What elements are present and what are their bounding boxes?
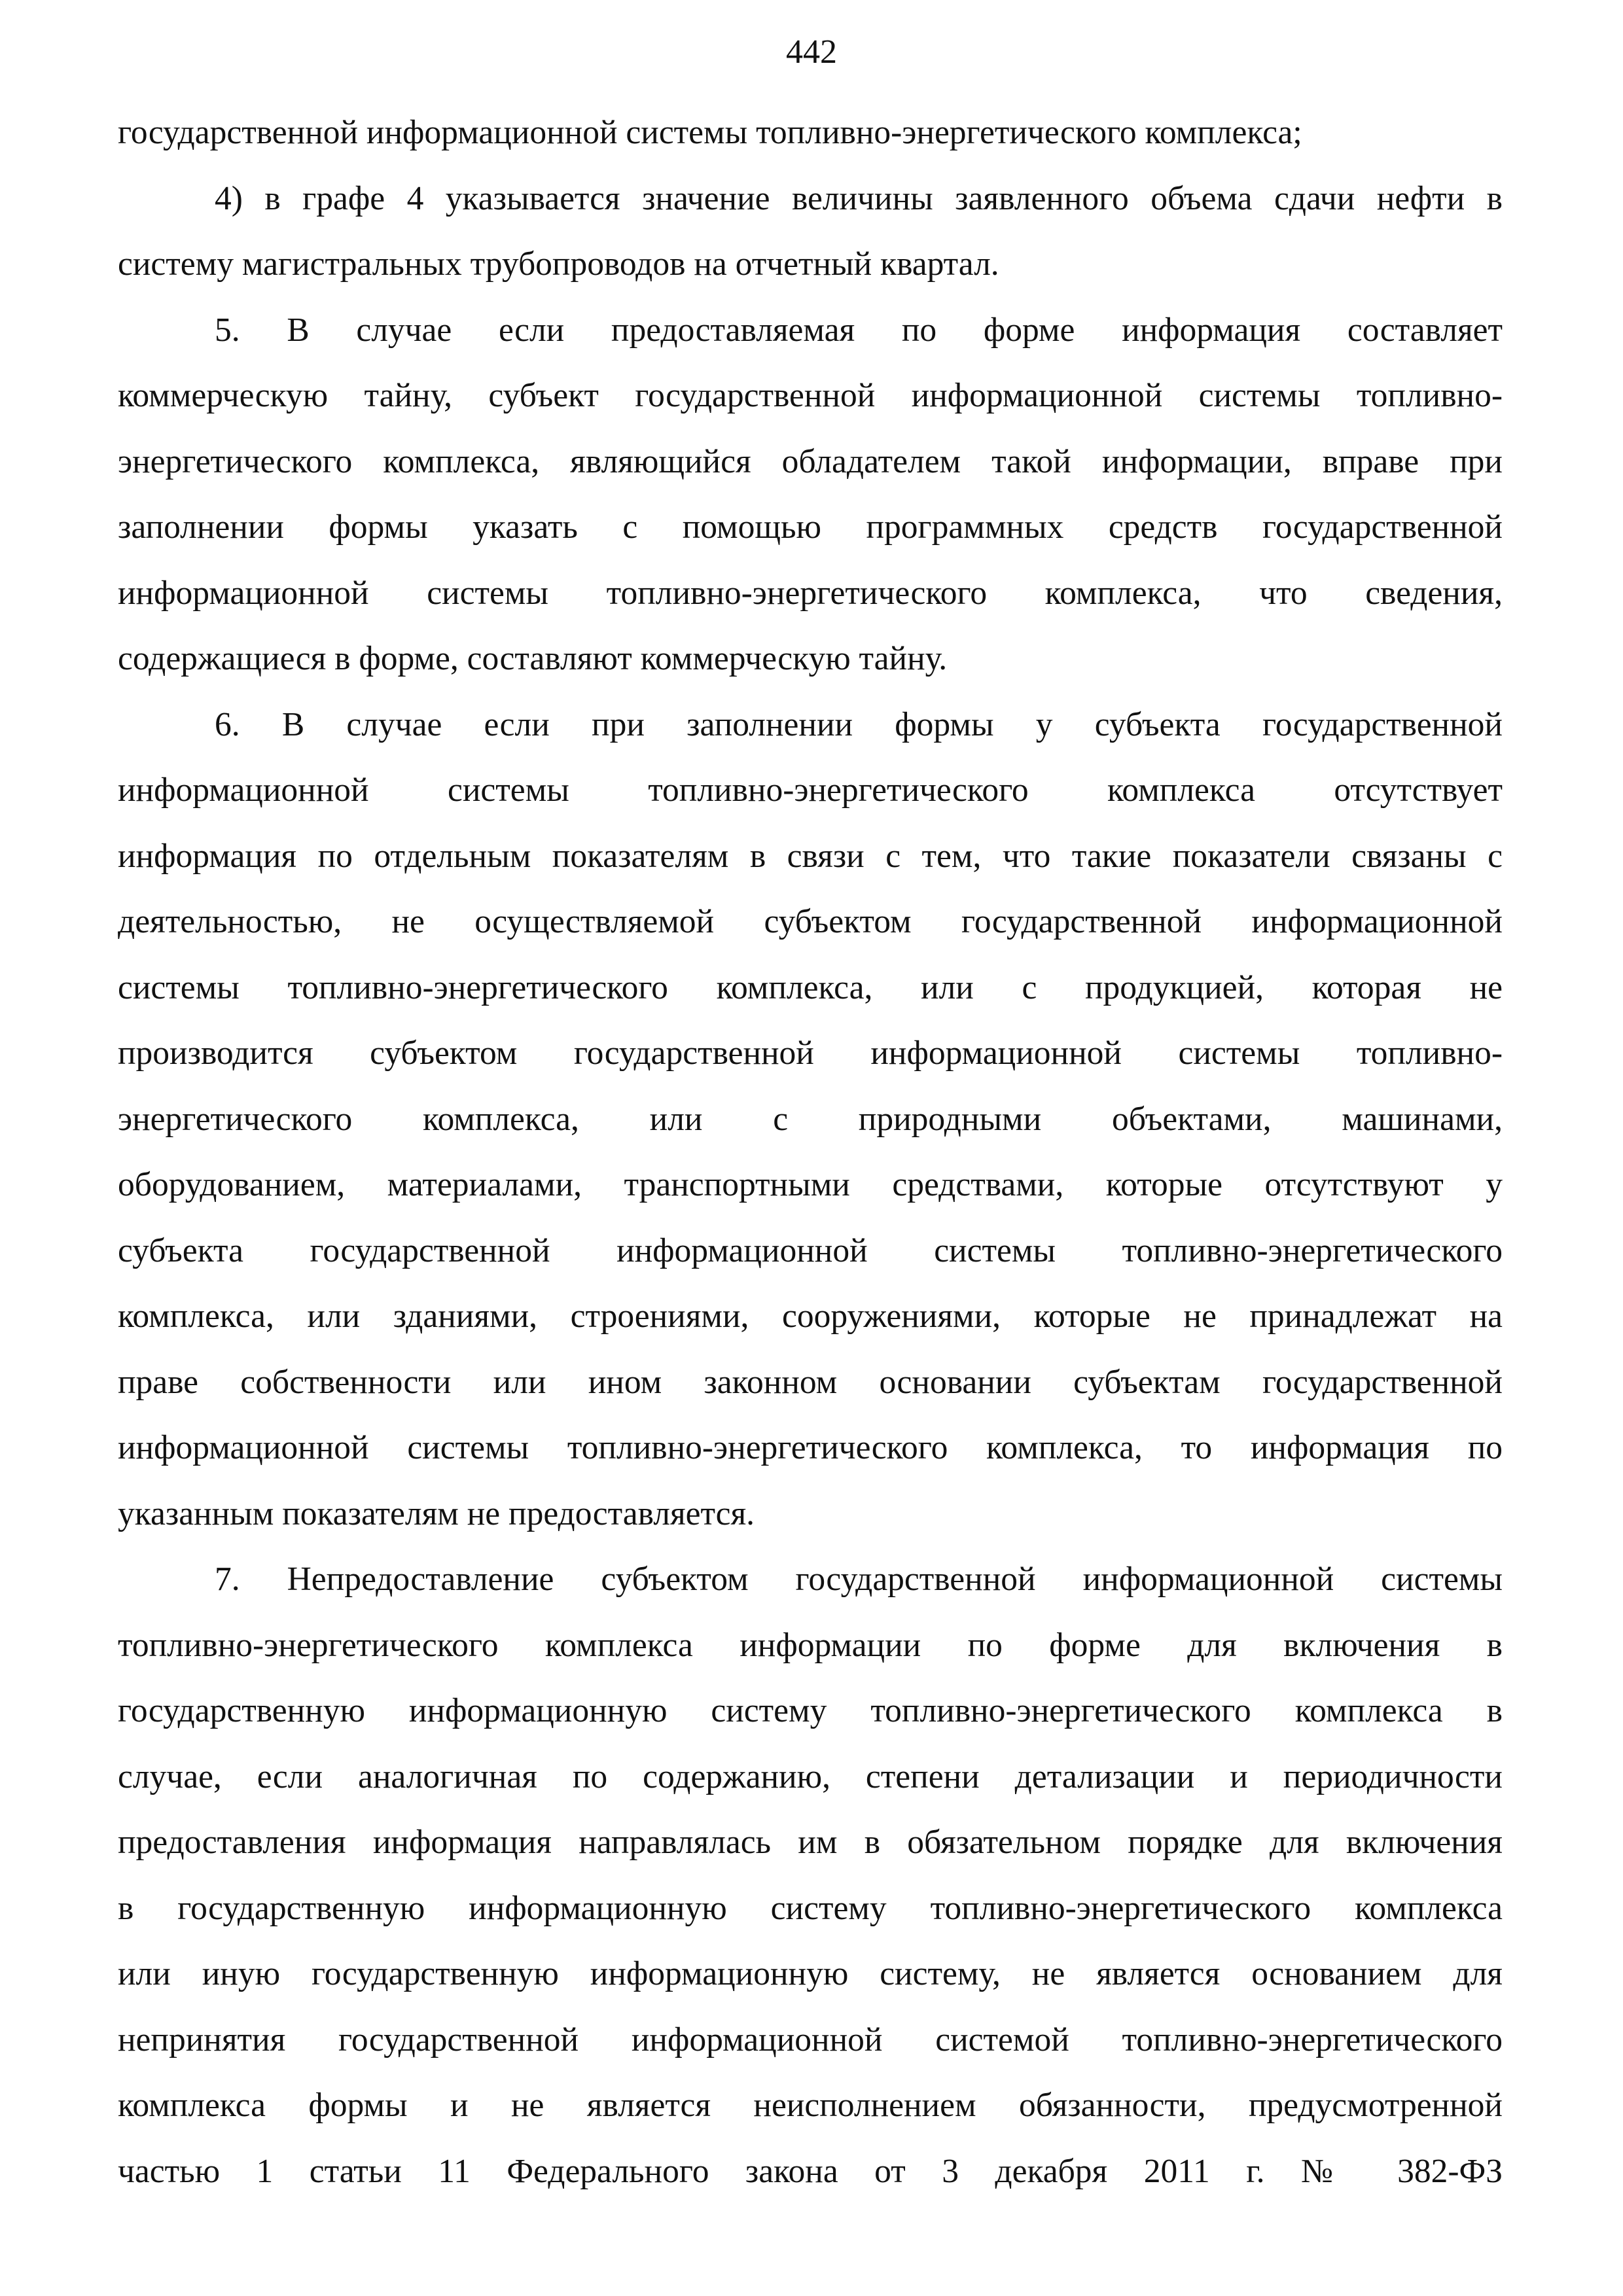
text-line: производится субъектом государственной информационной системы топливно- xyxy=(118,1034,1503,1072)
body-text xyxy=(118,100,1503,2204)
text-line: информация по отдельным показателям в связи с тем, что такие показатели связаны с xyxy=(118,837,1503,875)
text-line: энергетического комплекса, или с природными объектами, машинами, xyxy=(118,1100,1503,1138)
text-line: праве собственности или ином законном основании субъектам государственной xyxy=(118,1363,1503,1401)
text-line: систему магистральных трубопроводов на отчетный квартал. xyxy=(118,245,999,283)
text-line: или иную государственную информационную систему, не является основанием для xyxy=(118,1955,1503,1992)
text-line: информационной системы топливно-энергетического комплекса отсутствует xyxy=(118,771,1503,809)
text-line: государственной информационной системы топливно-энергетического комплекса; xyxy=(118,114,1302,151)
text-line: информационной системы топливно-энергетического комплекса, то информация по xyxy=(118,1429,1503,1466)
text-line: 4) в графе 4 указывается значение величины заявленного объема сдачи нефти в xyxy=(215,179,1503,217)
text-line: указанным показателям не предоставляется. xyxy=(118,1494,755,1532)
text-line: деятельностью, не осуществляемой субъектом государственной информационной xyxy=(118,903,1503,940)
text-line: содержащиеся в форме, составляют коммерческую тайну. xyxy=(118,640,948,677)
text-line: частью 1 статьи 11 Федерального закона от 3 декабря 2011 г. № 382-ФЗ xyxy=(118,2152,1503,2190)
text-line: системы топливно-энергетического комплекса, или с продукцией, которая не xyxy=(118,968,1503,1006)
text-line: субъекта государственной информационной системы топливно-энергетического xyxy=(118,1231,1503,1269)
text-line: государственную информационную систему топливно-энергетического комплекса в xyxy=(118,1692,1503,1729)
text-line: комплекса формы и не является неисполнением обязанности, предусмотренной xyxy=(118,2087,1503,2124)
text-line: топливно-энергетического комплекса информации по форме для включения в xyxy=(118,1626,1503,1664)
text-line: предоставления информация направлялась им в обязательном порядке для включения xyxy=(118,1824,1503,1861)
text-line: комплекса, или зданиями, строениями, сооружениями, которые не принадлежат на xyxy=(118,1298,1503,1335)
text-line: заполнении формы указать с помощью программных средств государственной xyxy=(118,508,1503,546)
text-line: коммерческую тайну, субъект государственной информационной системы топливно- xyxy=(118,377,1503,414)
text-line: в государственную информационную систему топливно-энергетического комплекса xyxy=(118,1889,1503,1927)
page-number: 442 xyxy=(786,33,837,71)
text-line: 5. В случае если предоставляемая по форме информация составляет xyxy=(215,311,1503,349)
text-line: информационной системы топливно-энергетического комплекса, что сведения, xyxy=(118,574,1503,612)
text-line: 6. В случае если при заполнении формы у субъекта государственной xyxy=(215,705,1503,743)
text-line: 7. Непредоставление субъектом государственной информационной системы xyxy=(215,1561,1503,1598)
text-line: непринятия государственной информационной системой топливно-энергетического xyxy=(118,2021,1503,2058)
text-line: случае, если аналогичная по содержанию, степени детализации и периодичности xyxy=(118,1757,1503,1795)
text-line: энергетического комплекса, являющийся обладателем такой информации, вправе при xyxy=(118,442,1503,480)
text-line: оборудованием, материалами, транспортными средствами, которые отсутствуют у xyxy=(118,1166,1503,1203)
